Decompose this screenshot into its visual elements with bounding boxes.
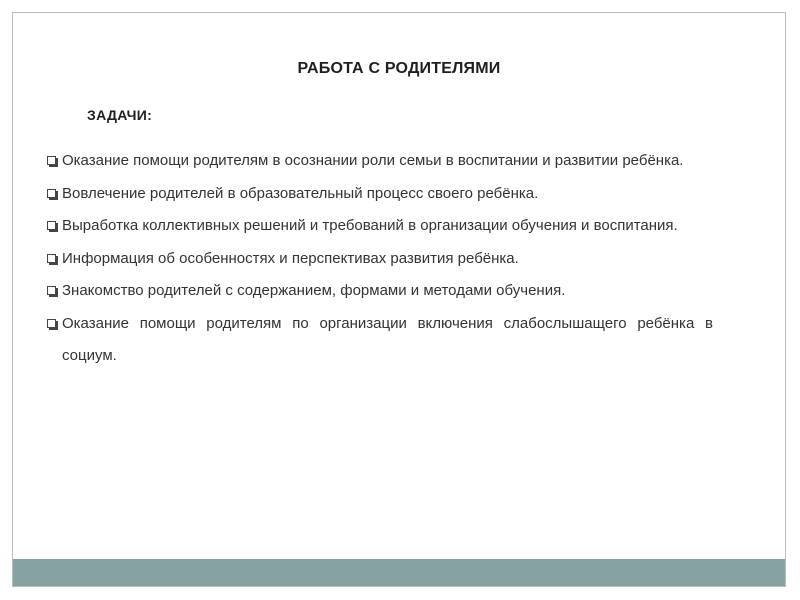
checkbox-bullet-icon bbox=[47, 254, 56, 263]
checkbox-bullet-icon bbox=[47, 189, 56, 198]
checkbox-bullet-icon bbox=[47, 221, 56, 230]
task-text: Вовлечение родителей в образовательный процесс своего ребёнка. bbox=[62, 184, 539, 202]
checkbox-bullet-icon bbox=[47, 156, 56, 165]
task-list bbox=[47, 145, 713, 373]
list-item bbox=[47, 308, 713, 373]
task-text: Выработка коллективных решений и требований в организации обучения и воспитания. bbox=[62, 217, 678, 234]
list-item bbox=[47, 243, 713, 276]
task-text: Оказание помощи родителям по организации включения слабослышащего ребёнка в социум. bbox=[62, 314, 713, 364]
list-item bbox=[47, 178, 713, 211]
slide-title: РАБОТА С РОДИТЕЛЯМИ bbox=[297, 60, 501, 77]
task-text: Оказание помощи родителям в осознании роли семьи в воспитании и развитии ребёнка. bbox=[62, 152, 684, 169]
checkbox-bullet-icon bbox=[47, 286, 56, 295]
bottom-accent-bar bbox=[13, 559, 785, 586]
list-item bbox=[47, 275, 713, 308]
list-item bbox=[47, 210, 713, 243]
task-text: Информация об особенностях и перспективах развития ребёнка. bbox=[62, 249, 519, 267]
slide-frame bbox=[12, 12, 786, 587]
list-item bbox=[47, 145, 713, 178]
task-text: Знакомство родителей с содержанием, формами и методами обучения. bbox=[62, 282, 566, 299]
tasks-heading: ЗАДАЧИ: bbox=[87, 107, 153, 123]
checkbox-bullet-icon bbox=[47, 319, 56, 328]
